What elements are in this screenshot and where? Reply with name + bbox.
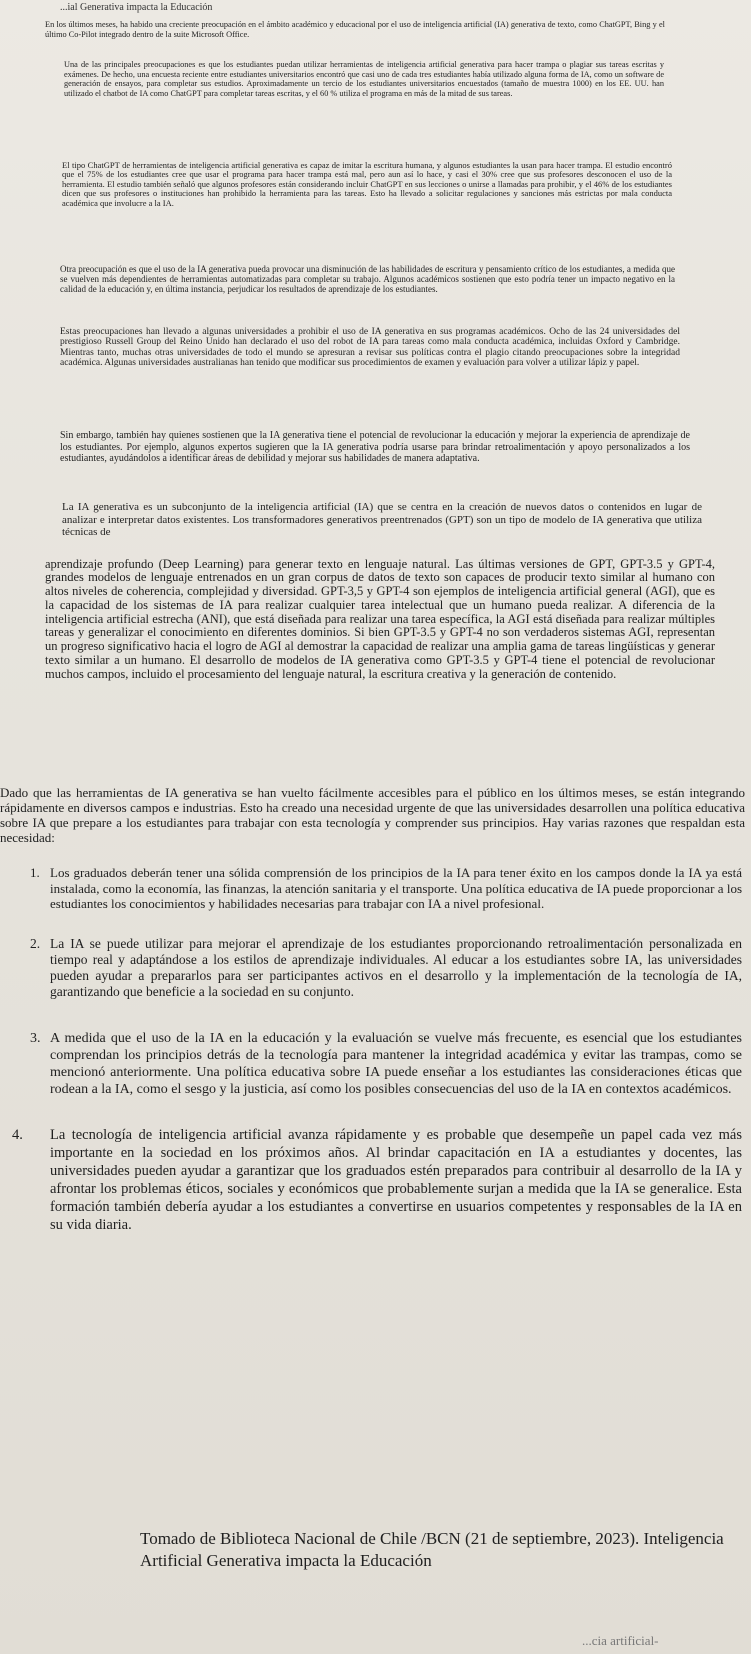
bleed-through-text: ...cia artificial- xyxy=(582,1633,659,1648)
paragraph-5: Estas preocupaciones han llevado a algunas universidades a prohibir el uso de IA generativa en sus programas académicos. Ocho de las 24 universidades del prestigioso Russell Group del Reino Unido han declarado el uso del robot de IA para tareas como mala conducta académica, incluidas Oxford y Cambridge. Mientras tanto, muchas otras universidades de todo el mundo se apresuran a revisar sus políticas contra el plagio citando preocupaciones sobre la integridad académica. Algunas universidades australianas han tenido que modificar sus procedimientos de examen y evaluación para volver a utilizar lápiz y papel. xyxy=(60,326,680,369)
list-item-number: 2. xyxy=(30,935,41,951)
list-item-number: 3. xyxy=(30,1030,41,1046)
paragraph-8: aprendizaje profundo (Deep Learning) para generar texto en lenguaje natural. Las últimas versiones de GPT, GPT-3.5 y GPT-4, grandes modelos de lenguaje entrenados en un gran corpus de datos de texto son capaces de producir texto similar al humano con altos niveles de coherencia, complejidad y diversidad. GPT-3,5 y GPT-4 son ejemplos de inteligencia artificial general (AGI), que es la capacidad de los sistemas de IA para realizar cualquier tarea intelectual que un humano pueda realizar. A diferencia de la inteligencia artificial estrecha (ANI), que está diseñada para realizar una tarea específica, la AGI está diseñada para realizar múltiples tareas y generalizar el conocimiento en diferentes dominios. Si bien GPT-3.5 y GPT-4 no son verdaderos sistemas AGI, representan un progreso significativo hacia el logro de AGI al demostrar la capacidad de realizar una amplia gama de tareas lingüísticas y generar texto similar a un humano. El desarrollo de modelos de IA generativa como GPT-3.5 y GPT-4 tiene el potencial de revolucionar muchos campos, incluido el procesamiento del lenguaje natural, la escritura creativa y la generación de contenido. xyxy=(45,556,715,681)
list-item-text: La IA se puede utilizar para mejorar el aprendizaje de los estudiantes proporcionando retroalimentación personalizada en tiempo real y adaptándose a los estilos de aprendizaje individuales. Al educar a los estudiantes sobre IA, las universidades pueden ayudar a prepararlos para ser participantes activos en el desarrollo y la implementación de la tecnología de IA, garantizando que beneficie a la sociedad en su conjunto. xyxy=(50,935,742,999)
list-item xyxy=(12,936,742,1000)
list-item xyxy=(12,1126,742,1234)
source-citation: Tomado de Biblioteca Nacional de Chile /BCN (21 de septiembre, 2023). Inteligencia Artificial Generativa impacta la Educación xyxy=(140,1529,724,1570)
list-item-number: 1. xyxy=(30,865,40,880)
list-item-number: 4. xyxy=(12,1126,23,1143)
paragraph-7: La IA generativa es un subconjunto de la inteligencia artificial (IA) que se centra en la creación de nuevos datos o contenidos en lugar de analizar e interpretar datos existentes. Los transformadores generativos preentrenados (GPT) son un tipo de modelo de IA generativa que utiliza técnicas de xyxy=(62,501,702,539)
reasons-list xyxy=(12,865,742,1234)
paragraph-6: Sin embargo, también hay quienes sostienen que la IA generativa tiene el potencial de revolucionar la educación y mejorar la experiencia de aprendizaje de los estudiantes. Por ejemplo, algunos expertos sugieren que la IA generativa podría usarse para brindar retroalimentación y apoyo personalizados a los estudiantes, ayudándolos a identificar áreas de debilidad y mejorar sus habilidades de manera adaptativa. xyxy=(60,430,690,464)
list-item xyxy=(12,1030,742,1098)
list-item-text: Los graduados deberán tener una sólida comprensión de los principios de la IA para tener éxito en los campos donde la IA ya está instalada, como la economía, las finanzas, la atención sanitaria y el transporte. Una política educativa de IA puede proporcionar a los estudiantes los conocimientos y habilidades necesarias para trabajar con IA a nivel profesional. xyxy=(50,865,742,911)
list-item-text: A medida que el uso de la IA en la educación y la evaluación se vuelve más frecuente, es esencial que los estudiantes comprendan los principios detrás de la tecnología para mantener la integridad académica y evitar las trampas, como se mencionó anteriormente. Una política educativa sobre IA puede enseñar a los estudiantes las consideraciones éticas que rodean a la IA, como el sesgo y la justicia, así como los posibles consecuencias del uso de la IA en contextos académicos. xyxy=(50,1030,742,1097)
paragraph-1: En los últimos meses, ha habido una creciente preocupación en el ámbito académico y educacional por el uso de inteligencia artificial (IA) generativa de texto, como ChatGPT, Bing y el último Co-Pilot integrado dentro de la suite Microsoft Office. xyxy=(45,20,665,39)
list-item xyxy=(12,865,742,912)
paragraph-9: Dado que las herramientas de IA generativa se han vuelto fácilmente accesibles para el público en los últimos meses, se están integrando rápidamente en diversos campos e industrias. Esto ha creado una necesidad urgente de que las universidades desarrollen una política educativa sobre IA que prepare a los estudiantes para trabajar con esta tecnología y comprender sus principios. Hay varias razones que respaldan esta necesidad: xyxy=(0,785,745,845)
paragraph-2: Una de las principales preocupaciones es que los estudiantes puedan utilizar herramientas de inteligencia artificial generativa para hacer trampa o plagiar sus tareas escritas y exámenes. De hecho, una encuesta reciente entre estudiantes universitarios encontró que casi uno de cada tres estudiantes había utilizado alguna forma de IA, como un software de generación de ensayos, para completar sus estudios. Aproximadamente un tercio de los estudiantes universitarios encuestados (tamaño de muestra 1000) en los EE. UU. han utilizado el chatbot de IA como ChatGPT para completar tareas escritas, y el 60 % utiliza el programa en más de la mitad de sus tareas. xyxy=(64,60,664,98)
paragraph-4: Otra preocupación es que el uso de la IA generativa pueda provocar una disminución de las habilidades de escritura y pensamiento crítico de los estudiantes, a medida que se vuelven más dependientes de herramientas automatizadas para completar su trabajo. Algunos académicos sostienen que esto podría tener un impacto negativo en la calidad de la educación y, en última instancia, perjudicar los resultados de aprendizaje de los estudiantes. xyxy=(60,264,675,295)
paragraph-3: El tipo ChatGPT de herramientas de inteligencia artificial generativa es capaz de imitar la escritura humana, y algunos estudiantes la usan para hacer trampa. El estudio encontró que el 75% de los estudiantes cree que usar el programa para hacer trampa está mal, pero aun así lo hace, y casi el 30% cree que sus profesores desconocen el uso de la herramienta. El estudio también señaló que algunos profesores están considerando incluir ChatGPT en sus lecciones o unirse a llamadas para prohibir, y el 46% de los estudiantes dicen que sus profesores o instituciones han prohibido la herramienta para las tareas. Esto ha llevado a solicitar regulaciones y sanciones más estrictas por mala conducta académica que involucre a la IA. xyxy=(62,159,672,208)
list-item-text: La tecnología de inteligencia artificial avanza rápidamente y es probable que desempeñe un papel cada vez más importante en la sociedad en los próximos años. Al brindar capacitación en IA a estudiantes y docentes, las universidades pueden ayudar a garantizar que los graduados estén preparados para contribuir al desarrollo de la IA y afrontar los problemas éticos, sociales y económicos que probablemente surjan a medida que la IA se generalice. Esta formación también debería ayudar a los estudiantes a convertirse en usuarios competentes y responsables de la IA en su vida diaria. xyxy=(50,1126,742,1233)
page-header-title: ...ial Generativa impacta la Educación xyxy=(60,2,213,13)
